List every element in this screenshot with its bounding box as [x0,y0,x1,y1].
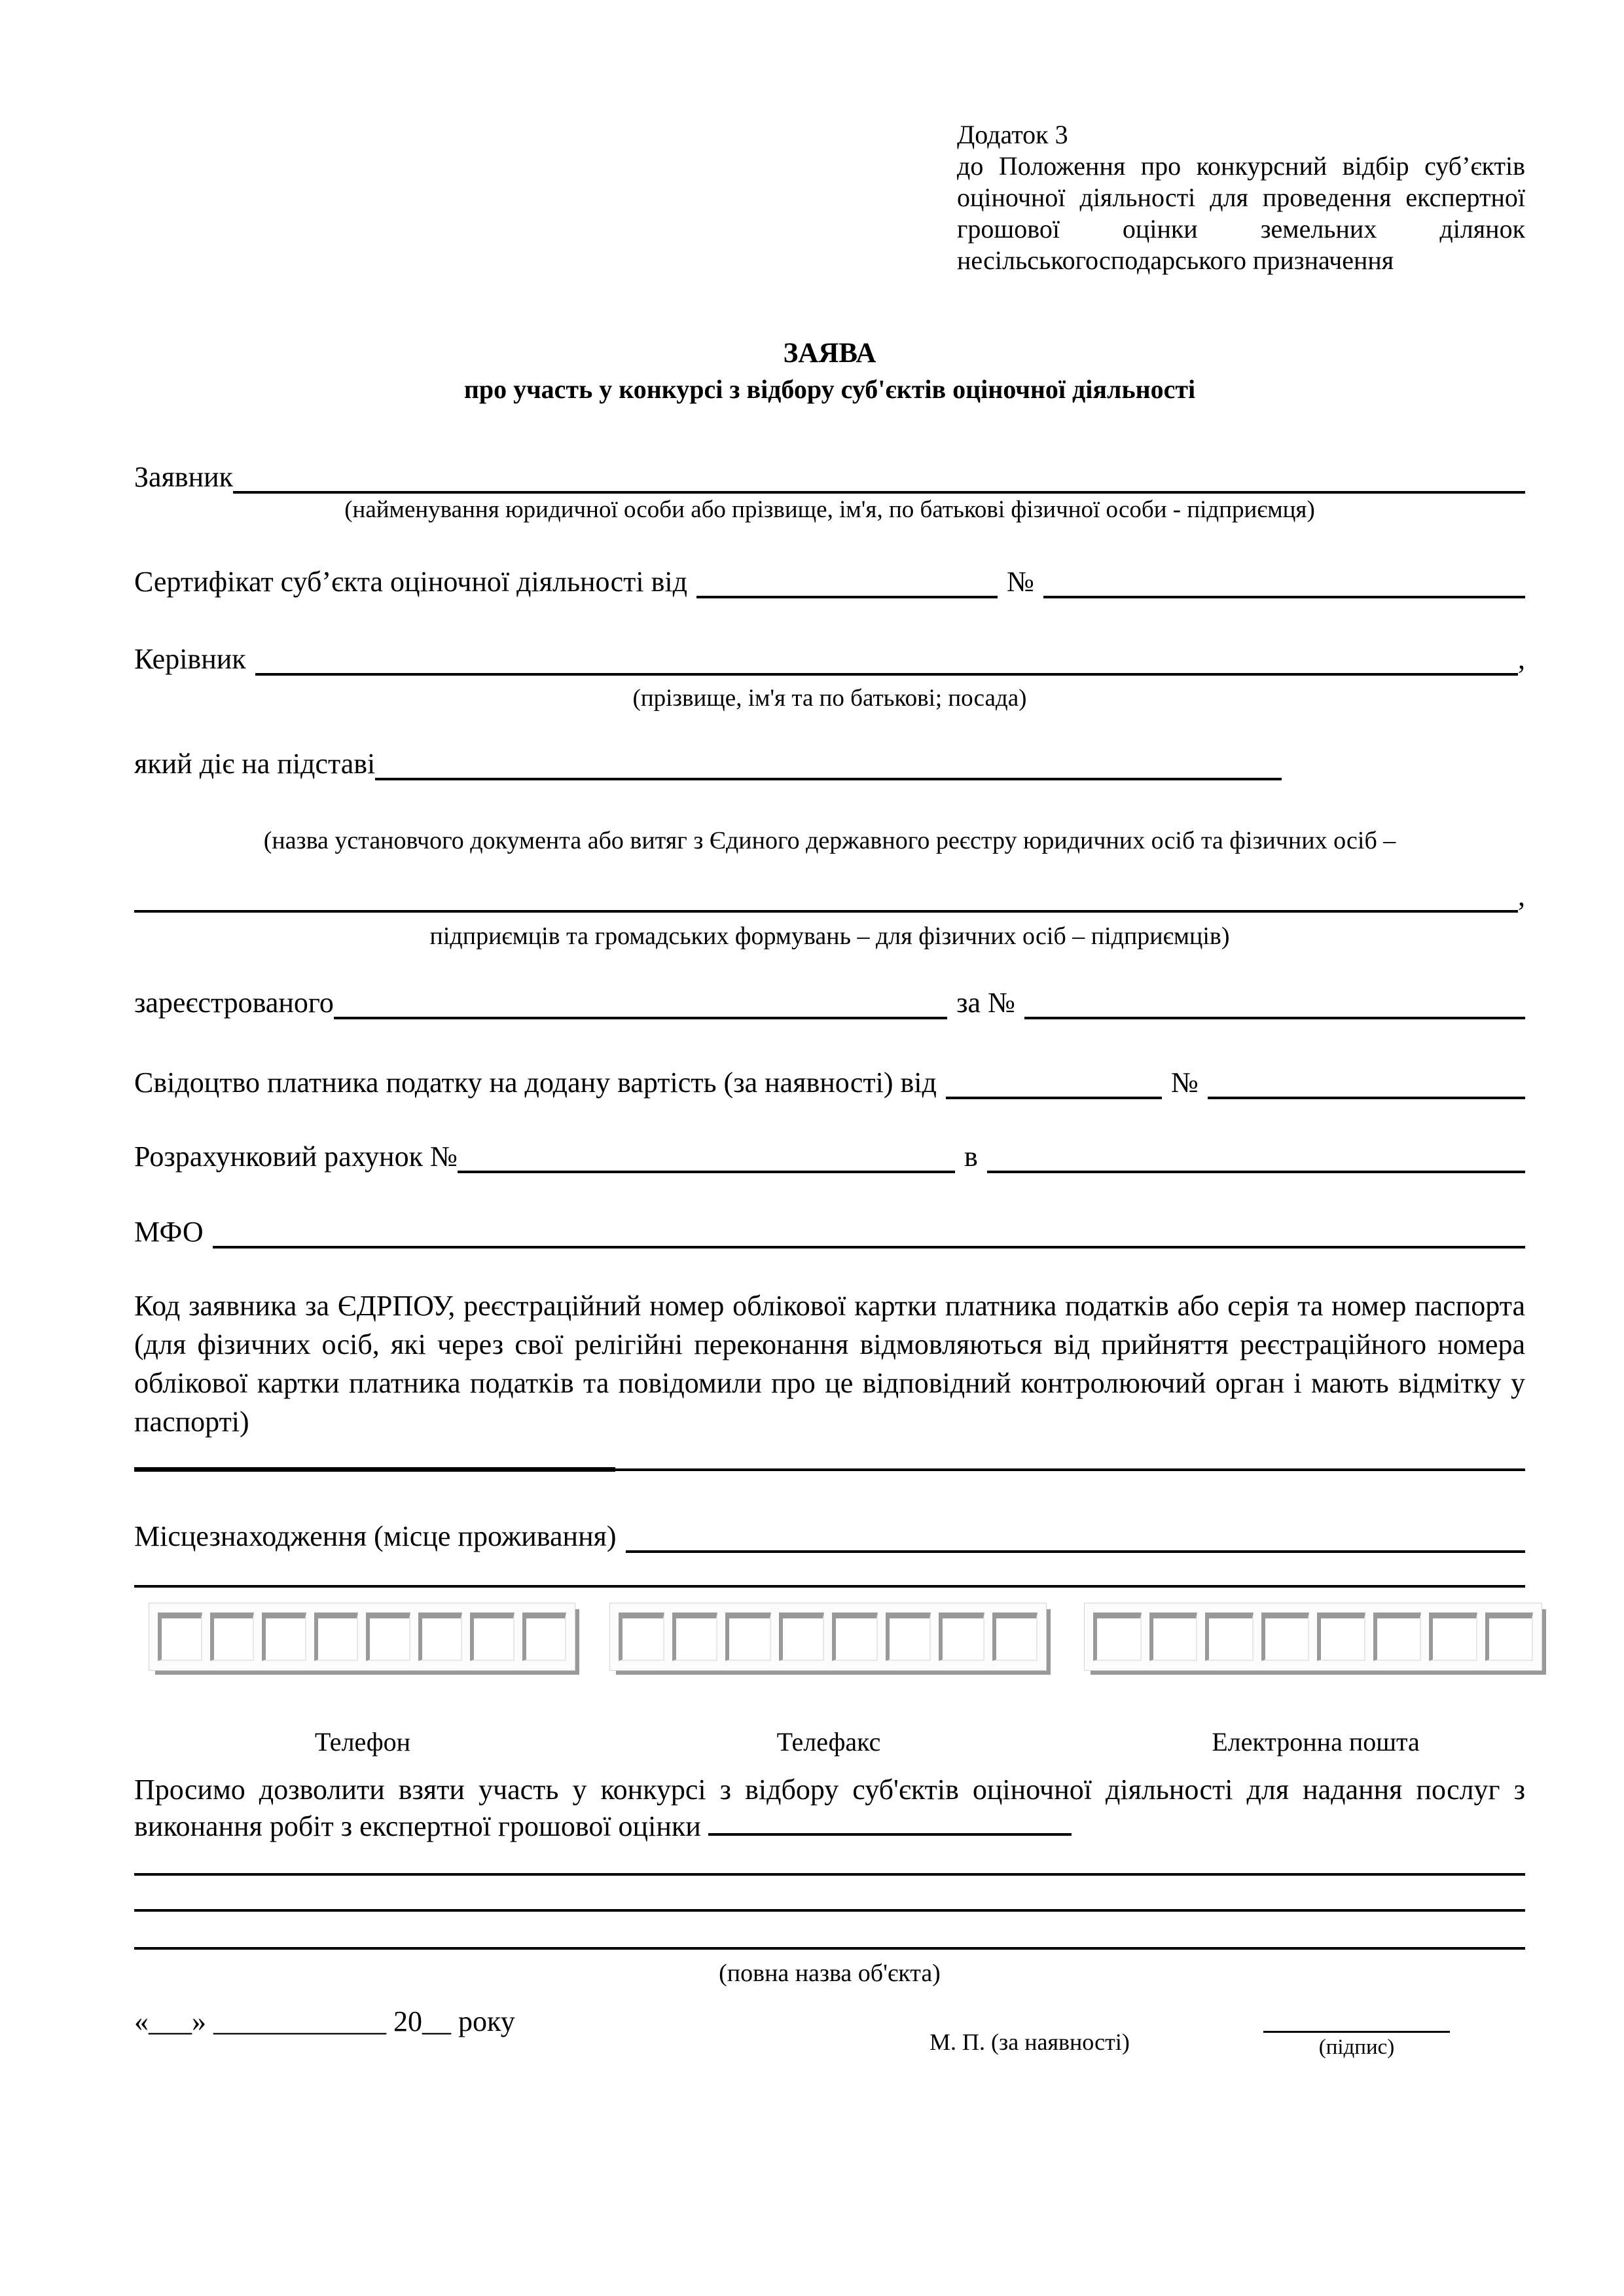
registered-number-line[interactable] [1024,984,1525,1019]
acting-basis-trailing-comma: , [1518,880,1525,912]
head-note: (прізвище, ім'я та по батькові; посада) [632,685,1027,712]
date-input-line[interactable]: «___» ____________ 20__ року [134,2005,515,2037]
account-row [134,1138,1525,1173]
phone-cell-group[interactable] [149,1603,575,1671]
contact-char-cell[interactable] [1373,1613,1422,1661]
form-subtitle: про участь у конкурсі з відбору суб'єктів оціночної діяльності [463,374,1196,404]
contact-char-cell[interactable] [939,1613,984,1661]
location-continuation-line[interactable] [134,1585,1525,1588]
registered-number-label: за № [956,987,1015,1019]
contact-char-cell[interactable] [210,1613,255,1661]
account-label: Розрахунковий рахунок № [134,1140,458,1173]
email-cell-group[interactable] [1084,1603,1542,1671]
contact-char-cell[interactable] [1205,1613,1254,1661]
acting-basis-input-line[interactable] [375,745,1282,780]
registered-label: зареєстрованого [134,987,334,1019]
fax-label: Телефакс [776,1727,881,1757]
mfo-label: МФО [134,1216,204,1248]
mfo-input-line[interactable] [213,1213,1525,1248]
contact-char-cell[interactable] [672,1613,718,1661]
seal-note: М. П. (за наявності) [929,2029,1130,2055]
registered-place-line[interactable] [334,984,947,1019]
acting-basis-continuation-row [134,877,1525,913]
contact-char-cell[interactable] [779,1613,825,1661]
taxpayer-code-input-line-thick-segment [134,1467,615,1472]
contact-char-cell[interactable] [262,1613,306,1661]
email-label: Електронна пошта [1212,1727,1420,1757]
head-row [134,640,1525,676]
contact-char-cell[interactable] [418,1613,463,1661]
annex-number: Додаток 3 [957,120,1068,149]
acting-basis-row [134,745,1525,780]
vat-number-sign: № [1170,1066,1199,1099]
head-label: Керівник [134,643,246,675]
appraisal-type-input-line[interactable] [708,1808,1072,1836]
request-paragraph [134,1772,1525,1845]
request-text: Просимо дозволити взяти участь у конкурсі з відбору суб'єктів оціночної діяльності для надання послуг з виконання робіт з експертної грошової оцінки [134,1774,1525,1842]
vat-certificate-row [134,1064,1525,1099]
account-bank-label: в [964,1140,978,1173]
fax-cell-group[interactable] [609,1603,1047,1671]
contact-char-cell[interactable] [314,1613,359,1661]
account-bank-line[interactable] [987,1138,1525,1173]
contact-char-cell[interactable] [1485,1613,1534,1661]
certificate-date-line[interactable] [696,563,998,598]
applicant-row [134,458,1525,494]
object-name-note: (повна назва об'єкта) [719,1959,941,1987]
acting-basis-label: який діє на підставі [134,748,376,780]
contact-char-cell[interactable] [1149,1613,1198,1661]
vat-date-line[interactable] [946,1064,1162,1099]
object-name-line-1[interactable] [134,1873,1525,1876]
taxpayer-code-paragraph: Код заявника за ЄДРПОУ, реєстраційний номер облікової картки платника податків або серія та номер паспорта (для фізичних осіб, які через свої релігійні переконання відмовляються від прийняття реєстраційного номера облікової картки платника податків та повідомили про це відповідний контролюючий орган і мають відмітку у паспорті) [134,1290,1525,1438]
object-name-line-3[interactable] [134,1947,1525,1950]
form-title: ЗАЯВА [783,338,876,369]
annex-reference-block [957,119,1525,276]
registered-row [134,984,1525,1019]
contact-char-cell[interactable] [1317,1613,1365,1661]
certificate-row [134,563,1525,598]
vat-number-line[interactable] [1208,1064,1525,1099]
head-trailing-comma: , [1518,643,1525,675]
mfo-row [134,1213,1525,1248]
annex-regulation-text: до Положення про конкурсний відбір суб’єктів оціночної діяльності для проведення експертної грошової оцінки земельних ділянок несільськогосподарського призначення [957,151,1525,275]
location-input-line[interactable] [626,1518,1525,1553]
vat-label: Свідоцтво платника податку на додану вартість (за наявності) від [134,1066,937,1099]
phone-label: Телефон [314,1727,411,1757]
signature-note: (підпис) [1318,2035,1395,2059]
contact-char-cell[interactable] [992,1613,1038,1661]
contact-char-cell[interactable] [158,1613,202,1661]
contact-char-cell[interactable] [522,1613,567,1661]
certificate-number-line[interactable] [1043,563,1525,598]
head-input-line[interactable] [255,640,1518,676]
certificate-number-sign: № [1007,566,1035,598]
contact-char-cell[interactable] [619,1613,664,1661]
contact-char-cell[interactable] [1093,1613,1142,1661]
contact-char-cell[interactable] [832,1613,878,1661]
account-number-line[interactable] [458,1138,955,1173]
acting-basis-continuation-line[interactable] [134,877,1518,913]
location-label: Місцезнаходження (місце проживання) [134,1520,617,1552]
contact-char-cell[interactable] [366,1613,410,1661]
contact-char-cell[interactable] [725,1613,771,1661]
contact-char-cell[interactable] [1261,1613,1310,1661]
location-row [134,1518,1525,1553]
contact-char-cell[interactable] [886,1613,931,1661]
certificate-label: Сертифікат суб’єкта оціночної діяльності від [134,566,688,598]
object-name-line-2[interactable] [134,1909,1525,1912]
applicant-input-line[interactable] [233,458,1525,494]
signature-input-line[interactable] [1263,2002,1450,2033]
applicant-note: (найменування юридичної особи або прізвище, ім'я, по батькові фізичної особи - підприємця) [344,496,1315,523]
acting-basis-note-2: підприємців та громадських формувань – для фізичних осіб – підприємців) [429,922,1230,950]
contact-char-cell[interactable] [470,1613,514,1661]
acting-basis-note-1: (назва установчого документа або витяг з Єдиного державного реєстру юридичних осіб та фізичних осіб – [263,827,1396,854]
contact-char-cell[interactable] [1429,1613,1477,1661]
applicant-label: Заявник [134,461,234,493]
